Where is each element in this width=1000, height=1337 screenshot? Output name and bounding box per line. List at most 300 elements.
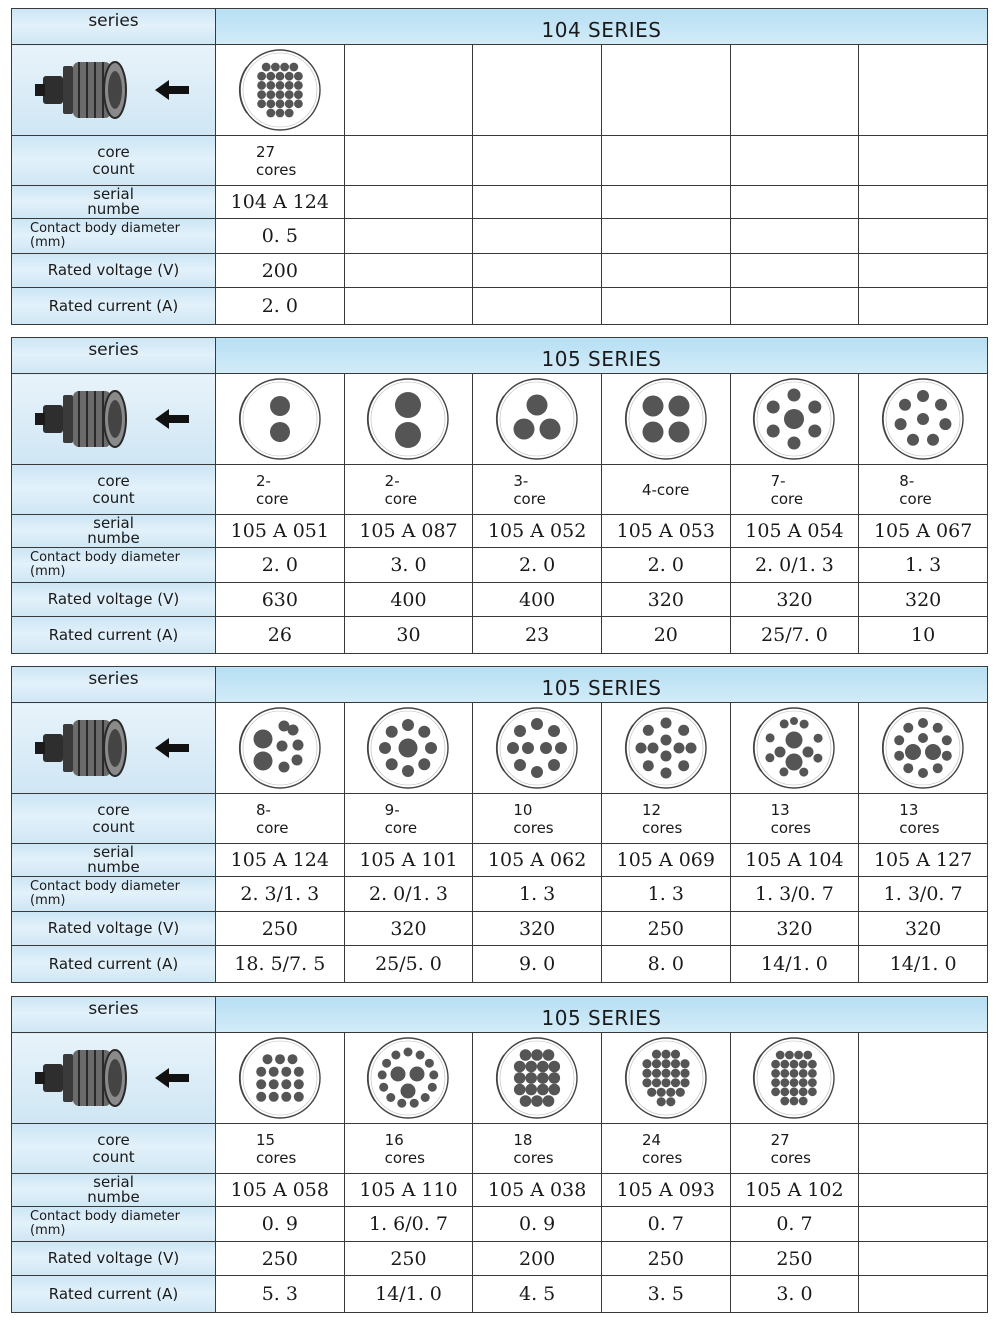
pin bbox=[425, 1059, 434, 1068]
pin bbox=[668, 396, 689, 417]
pin bbox=[387, 1093, 396, 1102]
pin bbox=[894, 735, 904, 745]
pin bbox=[656, 1088, 665, 1097]
pin bbox=[803, 747, 814, 758]
core-count-value: 12 cores bbox=[601, 794, 730, 844]
pin bbox=[262, 63, 271, 72]
pin bbox=[540, 742, 552, 754]
pin bbox=[772, 1087, 781, 1096]
pin bbox=[767, 425, 780, 438]
pin bbox=[780, 719, 789, 728]
pin bbox=[899, 399, 911, 411]
pin bbox=[410, 1099, 419, 1108]
diameter-label: Contact body diameter (mm) bbox=[12, 877, 216, 912]
pin-layout-diagram bbox=[363, 703, 453, 793]
pin bbox=[287, 1054, 297, 1064]
pin bbox=[399, 739, 418, 758]
series-label: series bbox=[12, 338, 216, 374]
diameter-value: 2. 0/1. 3 bbox=[344, 877, 473, 912]
pin bbox=[643, 760, 654, 771]
pin bbox=[402, 765, 414, 777]
pin bbox=[772, 1078, 781, 1087]
serial-number-value: 105 A 102 bbox=[730, 1174, 859, 1207]
pin bbox=[386, 726, 398, 738]
pin bbox=[660, 718, 671, 729]
current-value: 26 bbox=[216, 617, 345, 654]
core-count-label: core count bbox=[12, 794, 216, 844]
empty-cell bbox=[730, 219, 859, 254]
pin bbox=[905, 744, 921, 760]
empty-cell bbox=[473, 254, 602, 288]
diameter-value: 1. 3 bbox=[859, 548, 988, 583]
diameter-value: 1. 3 bbox=[601, 877, 730, 912]
pin bbox=[419, 726, 431, 738]
voltage-label: Rated voltage (V) bbox=[12, 583, 216, 617]
pin-layout-cell bbox=[344, 1033, 473, 1124]
core-count-value: 10 cores bbox=[473, 794, 602, 844]
diameter-label: Contact body diameter (mm) bbox=[12, 1207, 216, 1242]
series-label: series bbox=[12, 9, 216, 45]
serial-number-value: 105 A 127 bbox=[859, 844, 988, 877]
pin bbox=[671, 1050, 680, 1059]
pin bbox=[780, 767, 789, 776]
pin bbox=[555, 742, 567, 754]
pin bbox=[253, 752, 272, 771]
pin-layout-diagram bbox=[235, 1033, 325, 1123]
pin bbox=[526, 1072, 538, 1084]
empty-cell bbox=[730, 186, 859, 219]
pin bbox=[647, 1088, 656, 1097]
pin bbox=[430, 1070, 439, 1079]
voltage-value: 320 bbox=[344, 912, 473, 946]
current-value: 14/1. 0 bbox=[730, 946, 859, 983]
current-value: 10 bbox=[859, 617, 988, 654]
pin bbox=[285, 99, 294, 108]
pin bbox=[790, 1087, 799, 1096]
pin bbox=[685, 743, 696, 754]
connector-photo bbox=[12, 45, 216, 136]
empty-cell bbox=[601, 45, 730, 136]
core-count-value: 27 cores bbox=[730, 1124, 859, 1174]
pin-layout-diagram bbox=[363, 374, 453, 464]
pin bbox=[767, 401, 780, 414]
pin bbox=[281, 1079, 291, 1089]
pin bbox=[668, 422, 689, 443]
voltage-value: 320 bbox=[473, 912, 602, 946]
diameter-value: 1. 3 bbox=[473, 877, 602, 912]
pin-layout-diagram bbox=[621, 374, 711, 464]
pin-layout-cell bbox=[216, 45, 345, 136]
connector-photo bbox=[12, 1033, 216, 1124]
pin bbox=[404, 1048, 413, 1057]
pin bbox=[809, 401, 822, 414]
serial-number-value: 105 A 051 bbox=[216, 515, 345, 548]
pin bbox=[256, 1079, 266, 1089]
pin bbox=[661, 1069, 670, 1078]
pin bbox=[285, 81, 294, 90]
core-count-value: 18 cores bbox=[473, 1124, 602, 1174]
pin bbox=[262, 1054, 272, 1064]
pin bbox=[294, 99, 303, 108]
pin bbox=[292, 740, 303, 751]
serial-number-value: 105 A 053 bbox=[601, 515, 730, 548]
current-value: 20 bbox=[601, 617, 730, 654]
serial-number-value: 105 A 101 bbox=[344, 844, 473, 877]
series-title: 105 SERIES bbox=[216, 338, 988, 374]
pin bbox=[549, 1072, 561, 1084]
voltage-value: 320 bbox=[859, 912, 988, 946]
voltage-value: 320 bbox=[601, 583, 730, 617]
serial-number-value: 104 A 124 bbox=[216, 186, 345, 219]
pin-layout-cell bbox=[344, 374, 473, 465]
pin bbox=[642, 1078, 651, 1087]
series-table bbox=[11, 666, 988, 983]
pin-layout-cell bbox=[473, 1033, 602, 1124]
serial-label: serial numbe bbox=[12, 844, 216, 877]
pin bbox=[660, 735, 671, 746]
pin bbox=[661, 1050, 670, 1059]
pin bbox=[285, 90, 294, 99]
voltage-label: Rated voltage (V) bbox=[12, 1242, 216, 1276]
connector-plug-icon bbox=[29, 379, 199, 459]
voltage-label: Rated voltage (V) bbox=[12, 254, 216, 288]
pin bbox=[918, 768, 928, 778]
pin bbox=[531, 766, 543, 778]
serial-label: serial numbe bbox=[12, 515, 216, 548]
series-title: 105 SERIES bbox=[216, 667, 988, 703]
voltage-value: 320 bbox=[859, 583, 988, 617]
pin-layout-cell bbox=[473, 703, 602, 794]
voltage-value: 400 bbox=[344, 583, 473, 617]
pin bbox=[520, 1049, 532, 1061]
core-count-value: 13 cores bbox=[859, 794, 988, 844]
pin bbox=[918, 733, 928, 743]
pin-layout-diagram bbox=[621, 703, 711, 793]
current-value: 25/7. 0 bbox=[730, 617, 859, 654]
pin bbox=[776, 1051, 785, 1060]
pin bbox=[514, 759, 526, 771]
current-value: 5. 3 bbox=[216, 1276, 345, 1313]
connector-photo bbox=[12, 374, 216, 465]
pin-layout-cell bbox=[730, 703, 859, 794]
voltage-value: 250 bbox=[601, 1242, 730, 1276]
pin bbox=[294, 1079, 304, 1089]
empty-cell bbox=[344, 136, 473, 186]
pin bbox=[378, 1070, 387, 1079]
pin-layout-diagram bbox=[235, 374, 325, 464]
pin bbox=[795, 1051, 804, 1060]
core-count-value: 24 cores bbox=[601, 1124, 730, 1174]
voltage-value: 200 bbox=[473, 1242, 602, 1276]
pin bbox=[940, 418, 952, 430]
pin bbox=[549, 1084, 561, 1096]
empty-cell bbox=[859, 288, 988, 325]
serial-number-value: 105 A 104 bbox=[730, 844, 859, 877]
pin-layout-diagram bbox=[492, 1033, 582, 1123]
pin bbox=[660, 751, 671, 762]
serial-number-value: 105 A 093 bbox=[601, 1174, 730, 1207]
pin bbox=[410, 1067, 425, 1082]
pin bbox=[652, 1059, 661, 1068]
serial-number-value: 105 A 038 bbox=[473, 1174, 602, 1207]
pin bbox=[266, 81, 275, 90]
pin-layout-diagram bbox=[235, 703, 325, 793]
pin bbox=[270, 396, 290, 416]
pin bbox=[289, 63, 298, 72]
pin-layout-cell bbox=[859, 374, 988, 465]
pin bbox=[281, 1067, 291, 1077]
diameter-value: 0. 5 bbox=[216, 219, 345, 254]
pin bbox=[804, 1051, 813, 1060]
pin bbox=[425, 742, 437, 754]
pin bbox=[294, 72, 303, 81]
serial-number-value: 105 A 067 bbox=[859, 515, 988, 548]
diameter-value: 2. 3/1. 3 bbox=[216, 877, 345, 912]
pin bbox=[275, 72, 284, 81]
empty-cell bbox=[859, 1124, 988, 1174]
voltage-value: 250 bbox=[344, 1242, 473, 1276]
pin bbox=[680, 1078, 689, 1087]
pin bbox=[527, 395, 548, 416]
pin-layout-cell bbox=[216, 703, 345, 794]
pin bbox=[903, 723, 913, 733]
pin bbox=[635, 743, 646, 754]
pin bbox=[642, 396, 663, 417]
pin bbox=[790, 1097, 799, 1106]
voltage-value: 630 bbox=[216, 583, 345, 617]
voltage-value: 250 bbox=[730, 1242, 859, 1276]
current-value: 9. 0 bbox=[473, 946, 602, 983]
current-value: 4. 5 bbox=[473, 1276, 602, 1313]
empty-cell bbox=[859, 1242, 988, 1276]
pin-layout-diagram bbox=[363, 1033, 453, 1123]
pin-layout-cell bbox=[216, 1033, 345, 1124]
empty-cell bbox=[473, 288, 602, 325]
pin-layout-diagram bbox=[492, 703, 582, 793]
empty-cell bbox=[859, 254, 988, 288]
core-count-value: 2- core bbox=[344, 465, 473, 515]
serial-number-value: 105 A 062 bbox=[473, 844, 602, 877]
diameter-value: 0. 9 bbox=[473, 1207, 602, 1242]
pin bbox=[285, 109, 294, 118]
empty-cell bbox=[859, 1174, 988, 1207]
empty-cell bbox=[730, 288, 859, 325]
pin bbox=[270, 422, 290, 442]
diameter-label: Contact body diameter (mm) bbox=[12, 219, 216, 254]
diameter-value: 2. 0/1. 3 bbox=[730, 548, 859, 583]
pin bbox=[548, 759, 560, 771]
pin bbox=[766, 753, 775, 762]
diameter-value: 1. 3/0. 7 bbox=[730, 877, 859, 912]
pin bbox=[935, 399, 947, 411]
connector-plug-icon bbox=[29, 708, 199, 788]
pin bbox=[666, 1088, 675, 1097]
pin bbox=[678, 760, 689, 771]
pin bbox=[661, 1059, 670, 1068]
diameter-value: 3. 0 bbox=[344, 548, 473, 583]
pin bbox=[531, 1049, 543, 1061]
diameter-value: 2. 0 bbox=[216, 548, 345, 583]
serial-number-value: 105 A 058 bbox=[216, 1174, 345, 1207]
voltage-value: 250 bbox=[216, 912, 345, 946]
pin bbox=[266, 90, 275, 99]
pin bbox=[416, 1051, 425, 1060]
pin bbox=[800, 768, 809, 777]
pin bbox=[799, 1097, 808, 1106]
pin bbox=[814, 754, 823, 763]
series-table bbox=[11, 337, 988, 654]
pin bbox=[391, 1067, 406, 1082]
empty-cell bbox=[859, 1033, 988, 1124]
current-value: 3. 5 bbox=[601, 1276, 730, 1313]
pin bbox=[514, 419, 535, 440]
pin-layout-cell bbox=[730, 374, 859, 465]
current-label: Rated current (A) bbox=[12, 288, 216, 325]
pin bbox=[666, 1097, 675, 1106]
pin bbox=[785, 1051, 794, 1060]
pin bbox=[291, 755, 302, 766]
pin bbox=[269, 1067, 279, 1077]
pin bbox=[294, 81, 303, 90]
pin bbox=[537, 1072, 549, 1084]
core-count-value: 13 cores bbox=[730, 794, 859, 844]
empty-cell bbox=[859, 219, 988, 254]
pin bbox=[514, 1072, 526, 1084]
pin bbox=[903, 763, 913, 773]
pin-layout-cell bbox=[601, 703, 730, 794]
pin bbox=[278, 762, 289, 773]
current-value: 18. 5/7. 5 bbox=[216, 946, 345, 983]
core-count-value: 8- core bbox=[216, 794, 345, 844]
pin bbox=[395, 392, 421, 418]
pin bbox=[280, 63, 289, 72]
pin bbox=[392, 1051, 401, 1060]
pin bbox=[800, 720, 809, 729]
pin bbox=[275, 90, 284, 99]
pin bbox=[808, 1087, 817, 1096]
core-count-value: 27 cores bbox=[216, 136, 345, 186]
pin bbox=[526, 1084, 538, 1096]
pin bbox=[790, 1060, 799, 1069]
pin bbox=[671, 1059, 680, 1068]
current-value: 14/1. 0 bbox=[344, 1276, 473, 1313]
empty-cell bbox=[601, 186, 730, 219]
pin bbox=[788, 437, 801, 450]
pin-layout-diagram bbox=[749, 1033, 839, 1123]
pin bbox=[786, 732, 803, 749]
pin bbox=[253, 730, 272, 749]
pin bbox=[772, 1060, 781, 1069]
serial-label: serial numbe bbox=[12, 186, 216, 219]
series-label: series bbox=[12, 667, 216, 703]
pin bbox=[671, 1078, 680, 1087]
pin bbox=[402, 719, 414, 731]
pin bbox=[401, 1084, 416, 1099]
serial-number-value: 105 A 054 bbox=[730, 515, 859, 548]
current-value: 8. 0 bbox=[601, 946, 730, 983]
pin-layout-cell bbox=[601, 1033, 730, 1124]
pin bbox=[895, 418, 907, 430]
connector-plug-icon bbox=[29, 50, 199, 130]
pin bbox=[526, 1061, 538, 1073]
pin bbox=[266, 99, 275, 108]
pin bbox=[808, 1069, 817, 1078]
pin bbox=[256, 1092, 266, 1102]
pin bbox=[514, 1084, 526, 1096]
voltage-value: 320 bbox=[730, 583, 859, 617]
current-label: Rated current (A) bbox=[12, 946, 216, 983]
pin bbox=[275, 99, 284, 108]
core-count-value: 4-core bbox=[601, 465, 730, 515]
core-count-value: 2- core bbox=[216, 465, 345, 515]
pin bbox=[398, 1099, 407, 1108]
empty-cell bbox=[473, 136, 602, 186]
pin bbox=[520, 1095, 532, 1107]
pin bbox=[680, 1059, 689, 1068]
diameter-value: 0. 7 bbox=[730, 1207, 859, 1242]
pin bbox=[275, 81, 284, 90]
diameter-value: 1. 6/0. 7 bbox=[344, 1207, 473, 1242]
series-title: 105 SERIES bbox=[216, 997, 988, 1033]
pin bbox=[781, 1069, 790, 1078]
pin bbox=[256, 1067, 266, 1077]
pin bbox=[942, 735, 952, 745]
pin bbox=[656, 1097, 665, 1106]
pin-layout-cell bbox=[601, 374, 730, 465]
pin bbox=[294, 1092, 304, 1102]
core-count-value: 3- core bbox=[473, 465, 602, 515]
pin-layout-diagram bbox=[878, 703, 968, 793]
pin bbox=[643, 725, 654, 736]
pin bbox=[642, 1069, 651, 1078]
pin bbox=[428, 1083, 437, 1092]
pin bbox=[642, 1059, 651, 1068]
core-count-value: 9- core bbox=[344, 794, 473, 844]
pin bbox=[809, 425, 822, 438]
pin bbox=[257, 72, 266, 81]
pin bbox=[543, 1049, 555, 1061]
pin bbox=[278, 721, 289, 732]
pin-layout-diagram bbox=[878, 374, 968, 464]
serial-number-value: 105 A 069 bbox=[601, 844, 730, 877]
pin bbox=[540, 419, 561, 440]
current-value: 30 bbox=[344, 617, 473, 654]
pin bbox=[808, 1060, 817, 1069]
pin bbox=[781, 1097, 790, 1106]
pin bbox=[678, 725, 689, 736]
serial-number-value: 105 A 052 bbox=[473, 515, 602, 548]
current-value: 2. 0 bbox=[216, 288, 345, 325]
pin-layout-cell bbox=[730, 1033, 859, 1124]
core-count-value: 7- core bbox=[730, 465, 859, 515]
pin bbox=[799, 1060, 808, 1069]
empty-cell bbox=[859, 1207, 988, 1242]
pin bbox=[419, 758, 431, 770]
pin bbox=[790, 717, 798, 725]
core-count-value: 8- core bbox=[859, 465, 988, 515]
empty-cell bbox=[344, 45, 473, 136]
pin-layout-diagram bbox=[235, 45, 325, 135]
pin bbox=[275, 109, 284, 118]
current-value: 23 bbox=[473, 617, 602, 654]
pin bbox=[933, 723, 943, 733]
pin-layout-diagram bbox=[621, 1033, 711, 1123]
pin bbox=[549, 1061, 561, 1073]
pin bbox=[294, 90, 303, 99]
core-count-label: core count bbox=[12, 136, 216, 186]
pin bbox=[775, 747, 786, 758]
pin bbox=[395, 422, 421, 448]
